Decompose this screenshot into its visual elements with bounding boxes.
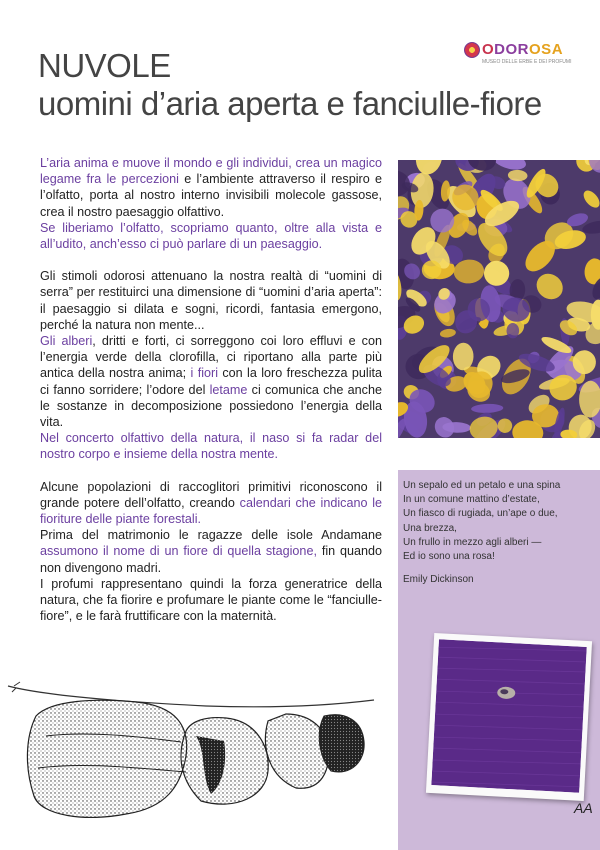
- logo-wordmark: ODOROSA: [482, 41, 564, 58]
- poem-line: Ed io sono una rosa!: [403, 551, 495, 563]
- paragraph-1: [40, 155, 382, 252]
- highlight-text: Se liberiamo l’olfatto, scopriamo quanto, oltre alla vista e all’udito, anch’esso ci può parlare di un paesaggio.: [40, 220, 382, 252]
- paragraph-3: [40, 479, 382, 625]
- paragraph-2: [40, 268, 382, 462]
- poem-line: Un sepalo ed un petalo e una spina: [403, 480, 561, 491]
- body-text: Alcune popolazioni di raccoglitori primitivi riconoscono il grande potere dell’olfatto, creando: [40, 479, 382, 510]
- odorosa-logo: [462, 40, 572, 66]
- purple-fabric-photo: [426, 633, 592, 801]
- highlight-text: letame: [209, 382, 248, 397]
- body-text: Prima del matrimonio le ragazze delle isole Andamane: [40, 528, 382, 543]
- highlight-text: assumono il nome di un fiore di quella stagione,: [40, 544, 317, 559]
- poem-line: Un frullo in mezzo agli alberi —: [403, 536, 542, 548]
- poem-line: Una brezza,: [403, 522, 457, 534]
- body-text: con la loro freschezza pulita ci fanno sorridere; l’odore del: [40, 366, 382, 397]
- logo-subtitle: MUSEO DELLE ERBE E DEI PROFUMI: [482, 59, 572, 65]
- title-line-2: uomini d’aria aperta e fanciulle-fiore: [38, 85, 542, 122]
- body-text: ci comunica che anche le sostanze in decomposizione possiedono l’energia della vita.: [40, 382, 382, 430]
- body-text: Gli stimoli odorosi attenuano la nostra realtà di “uomini di serra” per restituirci una dimensione di “uomini d’aria aperta”: il paesaggio si dilata e sogni, ricordi, fantasia emergono, perché la natura non mente...: [40, 269, 382, 332]
- highlight-text: L’aria anima e muove il mondo e gli individui, crea un magico legame fra le percezioni: [40, 156, 382, 187]
- body-text: I profumi rappresentano quindi la forza generatrice della natura, che fa fiorire e profumare le piante come le “fanciulle-fiore”, e le farà fruttificare con la maternità.: [40, 576, 382, 624]
- highlight-text: calendari che indicano le fioriture delle piante forestali.: [40, 495, 383, 527]
- cocoon-sketch-image: [6, 676, 376, 826]
- highlight-text: i fiori: [190, 366, 218, 381]
- body-text: fin quando non divengono madri.: [40, 544, 383, 575]
- article-body: [40, 155, 382, 624]
- pansies-photo: [398, 160, 600, 438]
- title-line-1: NUVOLE: [38, 47, 171, 84]
- signature: AA: [574, 800, 593, 816]
- poem-line: Un fiasco di rugiada, un’ape o due,: [403, 508, 558, 520]
- fabric-image: [431, 639, 586, 793]
- body-text: , dritti e forti, ci sorreggono coi loro effluvi e con l’energia verde della clorofilla, ci riportano alla parte più antica della nostra anima;: [40, 334, 382, 381]
- rose-logo-icon: [464, 42, 480, 58]
- poem-line: In un comune mattino d’estate,: [403, 494, 540, 506]
- poem-author: Emily Dickinson: [403, 574, 474, 586]
- highlight-text: Nel concerto olfattivo della natura, il naso si fa radar del nostro corpo e insieme della nostra mente.: [40, 431, 382, 462]
- highlight-text: Gli alberi: [40, 334, 93, 349]
- poem: [403, 479, 595, 587]
- body-text: e l’ambiente attraverso il respiro e l’olfatto, porta al nostro interno invisibili molecole gassose, crea il nostro paesaggio olfattivo.: [40, 172, 382, 219]
